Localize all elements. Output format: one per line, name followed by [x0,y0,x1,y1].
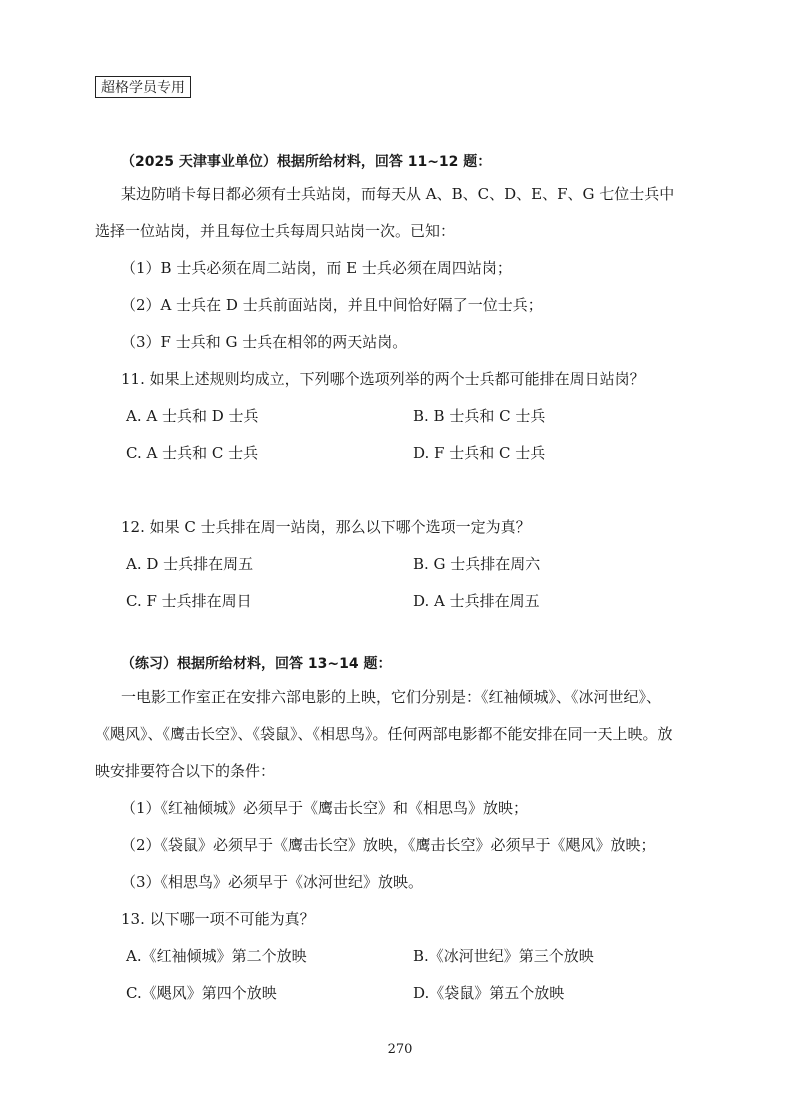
q12-option-c: C. F 士兵排在周日 [126,592,252,610]
q13-option-d: D.《袋鼠》第五个放映 [413,984,565,1002]
q11-option-c: C. A 士兵和 C 士兵 [126,444,259,462]
material-intro-movies: 一电影工作室正在安排六部电影的上映，它们分别是：《红袖倾城》、《冰河世纪》、《飓风》、《鹰击长空》、《袋鼠》、《相思鸟》。任何两部电影都不能安排在同一天上映。放映安排要符合以下的条件： [95,688,673,780]
student-tag: 超格学员专用 [95,76,191,98]
q12-option-a: A. D 士兵排在周五 [126,555,254,573]
q13-option-b: B.《冰河世纪》第三个放映 [413,947,594,965]
material-intro-soldiers: 某边防哨卡每日都必须有士兵站岗，而每天从 A、B、C、D、E、F、G 七位士兵中选择一位站岗，并且每位士兵每周只站岗一次。已知： [95,185,675,240]
condition-3: （3）F 士兵和 G 士兵在相邻的两天站岗。 [121,333,408,351]
condition-1: （1）B 士兵必须在周二站岗，而 E 士兵必须在周四站岗； [121,259,512,277]
condition-2: （2）A 士兵在 D 士兵前面站岗，并且中间恰好隔了一位士兵； [121,296,543,314]
movie-condition-3: （3）《相思鸟》必须早于《冰河世纪》放映。 [121,873,424,891]
question-11-stem: 11. 如果上述规则均成立，下列哪个选项列举的两个士兵都可能排在周日站岗？ [121,370,645,388]
section-heading-13-14: （练习）根据所给材料，回答 13~14 题： [121,656,392,672]
q11-option-b: B. B 士兵和 C 士兵 [413,407,546,425]
question-13-stem: 13. 以下哪一项不可能为真？ [121,910,315,928]
page-number: 270 [387,1042,413,1057]
section-heading-11-12: （2025 天津事业单位）根据所给材料，回答 11~12 题： [121,154,492,170]
q13-option-c: C.《飓风》第四个放映 [126,984,277,1002]
q11-option-a: A. A 士兵和 D 士兵 [126,407,259,425]
q12-option-d: D. A 士兵排在周五 [413,592,540,610]
question-12-stem: 12. 如果 C 士兵排在周一站岗，那么以下哪个选项一定为真？ [121,518,531,536]
q13-option-a: A.《红袖倾城》第二个放映 [126,947,307,965]
movie-condition-2: （2）《袋鼠》必须早于《鹰击长空》放映，《鹰击长空》必须早于《飓风》放映； [121,836,656,854]
q11-option-d: D. F 士兵和 C 士兵 [413,444,546,462]
movie-condition-1: （1）《红袖倾城》必须早于《鹰击长空》和《相思鸟》放映； [121,799,529,817]
q12-option-b: B. G 士兵排在周六 [413,555,541,573]
